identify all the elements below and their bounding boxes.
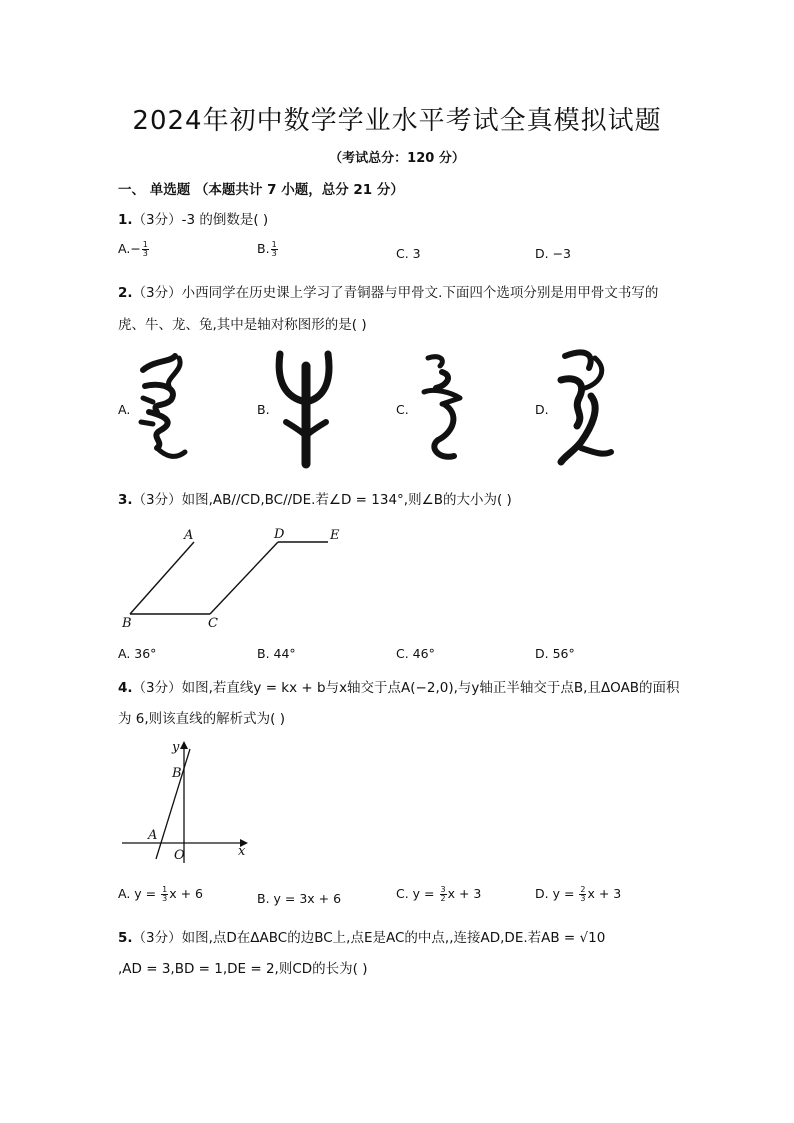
- question-number: 1.: [118, 212, 133, 228]
- oracle-dragon-glyph: [420, 352, 470, 467]
- question-2-line2: 虎、牛、龙、兔,其中是轴对称图形的是( ): [118, 317, 367, 333]
- q1-option-d: D. −3: [535, 246, 571, 261]
- question-score: （3分）: [132, 285, 182, 301]
- question-score: （3分）: [132, 680, 182, 696]
- question-1: [118, 208, 268, 228]
- label-B: B: [122, 616, 132, 631]
- label-C: C: [208, 616, 218, 631]
- q3-option-a: A. 36°: [118, 646, 157, 661]
- label-y: y: [172, 740, 180, 755]
- question-number: 5.: [118, 930, 133, 946]
- fraction: $\frac{3}{2}$: [440, 885, 446, 903]
- q4-option-d: D. y = $\frac{2}{3}$ x + 3: [535, 885, 622, 903]
- q3-option-d: D. 56°: [535, 646, 575, 661]
- question-3: [118, 488, 512, 508]
- q3-option-b: B. 44°: [257, 646, 296, 661]
- question-score: （3分）: [132, 930, 182, 946]
- q4-figure: [118, 735, 258, 870]
- q4-option-b: B. y = 3x + 6: [257, 891, 342, 906]
- question-4-line2: 为 6,则该直线的解析式为( ): [118, 711, 285, 727]
- fraction: $\frac{1}{3}$: [162, 885, 168, 903]
- question-text: -3 的倒数是( ): [181, 212, 269, 228]
- question-score: （3分）: [132, 212, 182, 228]
- q3-figure: [118, 522, 358, 634]
- oracle-tiger-glyph: [135, 352, 195, 467]
- question-number: 4.: [118, 680, 133, 696]
- fraction: $\frac{2}{3}$: [580, 885, 586, 903]
- label-B: B: [172, 766, 182, 781]
- exam-subtitle: （考试总分：120 分）: [329, 151, 465, 166]
- label-E: E: [330, 528, 340, 543]
- question-4: [118, 676, 680, 696]
- question-text-line1: 如图,若直线y = kx + b与x轴交于点A(−2,0),与y轴正半轴交于点B,且ΔOAB的面积: [181, 680, 680, 696]
- label-A: A: [184, 528, 194, 543]
- fraction: $\frac{1}{3}$: [271, 240, 277, 258]
- oracle-rabbit-glyph: [555, 348, 615, 470]
- q1-option-a: A.− $\frac{1}{3}$: [118, 240, 148, 258]
- q4-option-c: C. y = $\frac{3}{2}$ x + 3: [396, 885, 482, 903]
- section-heading: 一、 单选题 （本题共计 7 小题，总分 21 分）: [118, 182, 404, 198]
- label-A: A: [148, 828, 158, 843]
- q2-option-c: C.: [396, 402, 409, 417]
- q1-option-b: B. $\frac{1}{3}$: [257, 240, 277, 258]
- question-text-line1: 如图,点D在ΔABC的边BC上,点E是AC的中点,,连接AD,DE.若AB = √10: [181, 930, 606, 946]
- label-O: O: [174, 848, 185, 863]
- question-number: 2.: [118, 285, 133, 301]
- q2-option-b: B.: [257, 402, 270, 417]
- oracle-ox-glyph: [270, 352, 340, 467]
- fraction: $\frac{1}{3}$: [142, 240, 148, 258]
- q2-option-a: A.: [118, 402, 131, 417]
- q3-option-c: C. 46°: [396, 646, 435, 661]
- question-number: 3.: [118, 492, 133, 508]
- q1-option-c: C. 3: [396, 246, 421, 261]
- exam-title: 2024年初中数学学业水平考试全真模拟试题: [132, 106, 662, 136]
- q4-option-a: A. y = $\frac{1}{3}$ x + 6: [118, 885, 203, 903]
- label-x: x: [238, 844, 246, 859]
- question-5: [118, 926, 605, 946]
- question-2: [118, 281, 658, 301]
- question-text: 如图,AB//CD,BC//DE.若∠D = 134°,则∠B的大小为( ): [181, 492, 512, 508]
- question-5-line2: ,AD = 3,BD = 1,DE = 2,则CD的长为( ): [118, 961, 368, 977]
- question-text-line1: 小西同学在历史课上学习了青铜器与甲骨文.下面四个选项分别是用甲骨文书写的: [181, 285, 659, 301]
- question-score: （3分）: [132, 492, 182, 508]
- label-D: D: [274, 527, 285, 542]
- q2-option-d: D.: [535, 402, 549, 417]
